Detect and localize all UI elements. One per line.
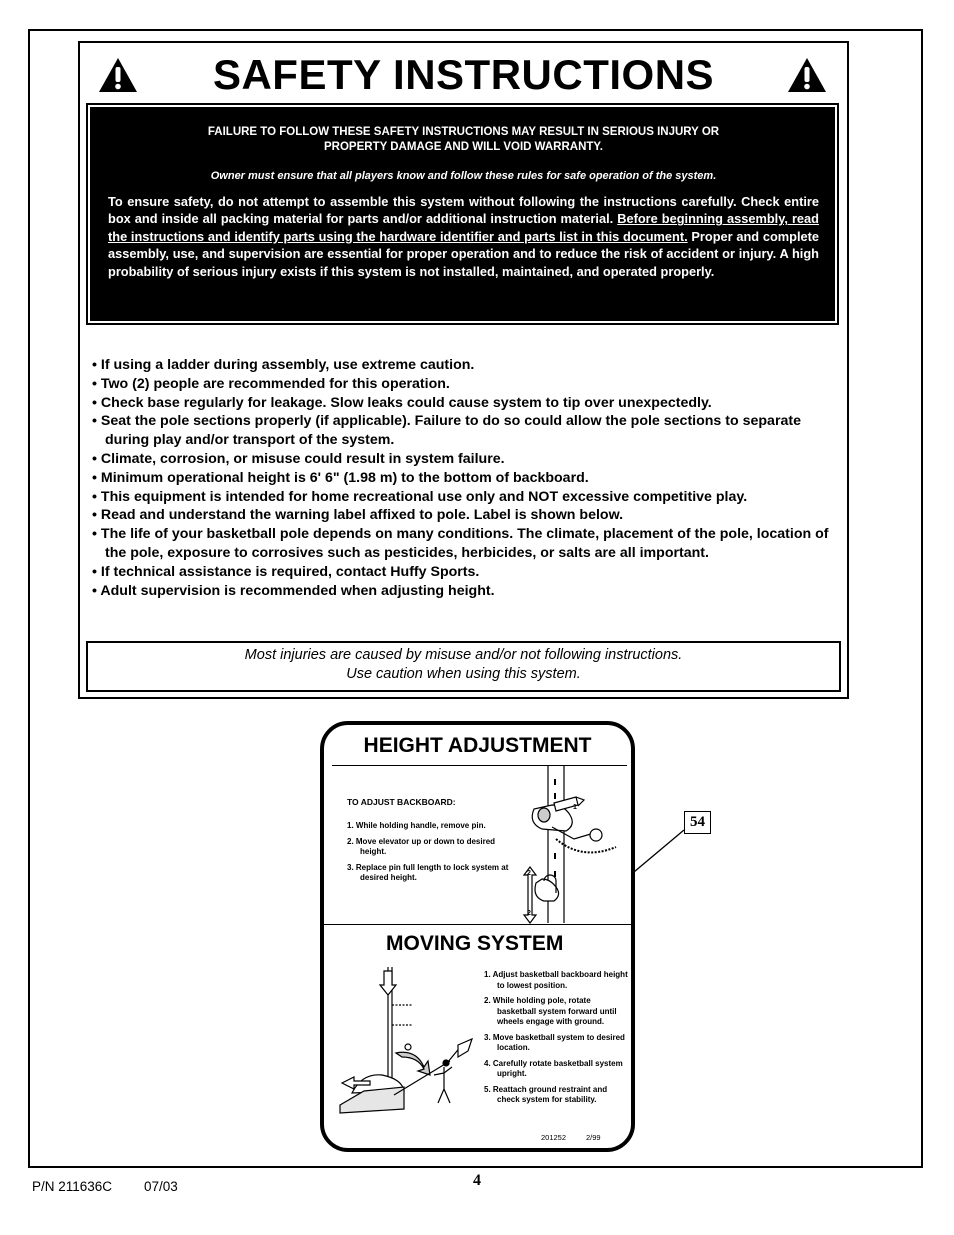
list-item: 1. While holding handle, remove pin. [347,821,486,830]
callout-number: 54 [684,811,711,834]
height-adjust-illustration [516,763,626,925]
warning-body [108,193,819,280]
list-item: 1. Adjust basketball backboard height to lowest position. [484,970,628,990]
owner-note: Owner must ensure that all players know and follow these rules for safe operation of the system. [210,170,717,182]
warning-heading-line1: FAILURE TO FOLLOW THESE SAFETY INSTRUCTIONS MAY RESULT IN SERIOUS INJURY OR [207,126,720,138]
safety-instructions-panel [78,41,849,699]
moving-system-illustration [332,965,482,1117]
list-item: 4. Carefully rotate basketball system upright. [484,1058,623,1078]
caution-box [86,641,841,692]
label-divider [324,924,631,925]
footer-date: 07/03 [144,1179,178,1194]
moving-steps [484,970,632,1111]
warning-triangle-icon [787,57,827,93]
label-date: 2/99 [586,1133,601,1142]
arrow-number-2-top: 2 [527,870,531,877]
warning-body-underlined: Before beginning assembly, read the instructions and identify parts using the hardware identifier and parts list in this document. [108,211,819,244]
warning-heading [108,125,819,155]
list-item: 3. Replace pin full length to lock system at desired height. [347,862,509,882]
caution-line1: Most injuries are caused by misuse and/or not following instructions. [244,647,683,663]
adjust-steps [347,821,512,889]
list-item: • The life of your basketball pole depends on many conditions. The climate, placement of the pole, location of the pole, exposure to corrosives such as pesticides, herbicides, or salts are all important. [92,526,829,561]
adjust-heading: TO ADJUST BACKBOARD: [347,797,456,807]
list-item: 3. Move basketball system to desired location. [484,1032,625,1052]
list-item: 2. While holding pole, rotate basketball system forward until wheels engage with ground. [484,996,617,1026]
list-item: • Adult supervision is recommended when adjusting height. [92,582,495,599]
height-adjustment-title: HEIGHT ADJUSTMENT [363,734,592,757]
list-item: • If technical assistance is required, contact Huffy Sports. [92,563,480,580]
list-item: • This equipment is intended for home recreational use only and NOT excessive competitive play. [92,488,748,505]
list-item: • Check base regularly for leakage. Slow leaks could cause system to tip over unexpectedly. [92,394,712,411]
safety-bullet-list [92,356,837,600]
list-item: • Read and understand the warning label affixed to pole. Label is shown below. [92,507,624,524]
arrow-number-2-bottom: 2 [527,910,531,917]
title-row [80,49,847,101]
moving-system-title: MOVING SYSTEM [386,932,564,955]
list-item: • Seat the pole sections properly (if applicable). Failure to do so could allow the pole sections to separate during play and/or transport of the system. [92,413,801,449]
warning-box [90,107,835,321]
list-item: 2. Move elevator up or down to desired height. [347,836,496,856]
label-code: 201252 [541,1133,567,1142]
warning-body-part2: Proper and complete assembly, use, and supervision are essential for proper operation and to reduce the risk of accident or injury. A high probability of serious injury exists if this system is not installed, maintained, and operated properly. [108,228,820,279]
footer-part-number: P/N 211636C [32,1179,113,1194]
list-item: • Minimum operational height is 6' 6" (1.98 m) to the bottom of backboard. [92,469,589,486]
arrow-number-1: 1 [573,804,577,811]
list-item: • Climate, corrosion, or misuse could result in system failure. [92,450,505,467]
list-item: • If using a ladder during assembly, use extreme caution. [92,357,475,373]
list-item: • Two (2) people are recommended for this operation. [92,375,450,392]
page-number: 4 [473,1172,481,1189]
warning-box-frame [86,103,839,325]
warning-heading-line2: PROPERTY DAMAGE AND WILL VOID WARRANTY. [324,141,603,153]
list-item: 5. Reattach ground restraint and check system for stability. [484,1084,608,1104]
caution-line2: Use caution when using this system. [346,666,581,682]
page-title: SAFETY INSTRUCTIONS [212,51,715,98]
warning-body-part1: To ensure safety, do not attempt to assemble this system without following the instructions carefully. Check entire box and inside all packing material for parts and/or additional instruction material. [108,194,819,227]
warning-label [320,721,635,1152]
